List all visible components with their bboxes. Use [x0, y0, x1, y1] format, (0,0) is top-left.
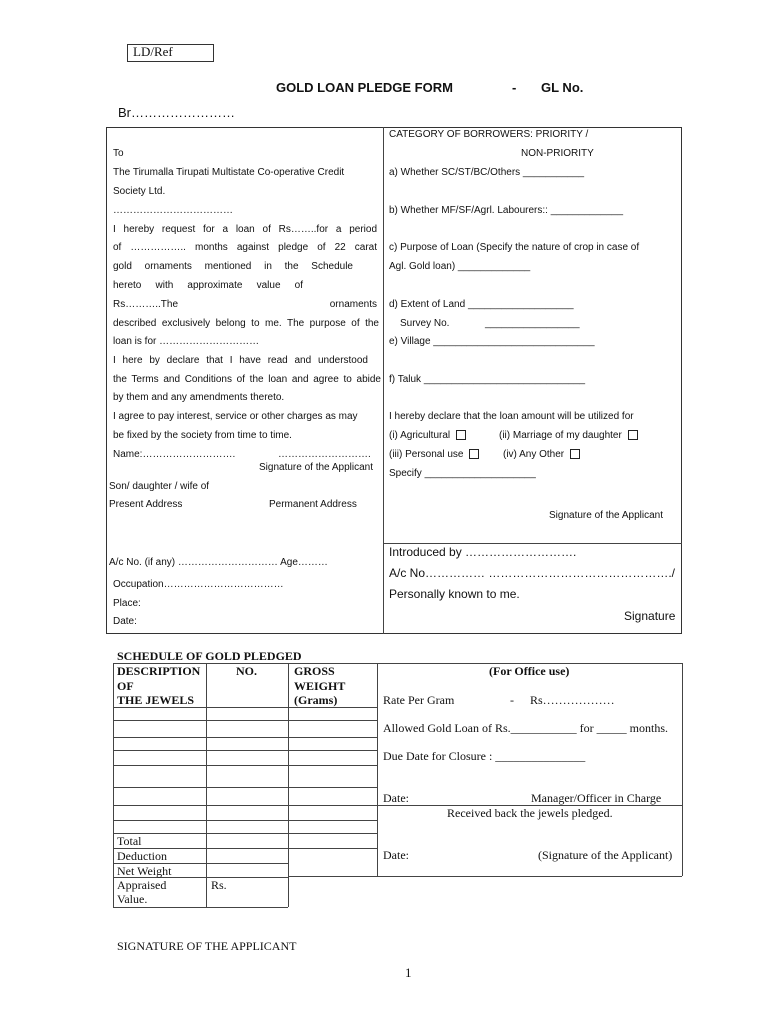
account-age-field[interactable]: A/c No. (if any) ………………………… Age……… — [109, 557, 328, 568]
row-line-3 — [113, 737, 377, 738]
deduction-label: Deduction — [117, 849, 167, 863]
interest-line: I agree to pay interest, service or other charges as may — [113, 411, 358, 422]
introducer-signature: Signature — [624, 609, 676, 623]
row-line-2 — [113, 720, 377, 721]
received-signature-label: (Signature of the Applicant) — [538, 848, 673, 862]
desc-header-1: DESCRIPTION — [117, 664, 201, 678]
no-header: NO. — [236, 664, 257, 678]
table-bottom-border — [113, 907, 288, 908]
caste-field[interactable]: a) Whether SC/ST/BC/Others ___________ — [389, 167, 585, 178]
row-line-12 — [288, 876, 682, 877]
land-extent-field[interactable]: d) Extent of Land ___________________ — [389, 299, 574, 310]
request-line-1: I hereby request for a loan of Rs……..for a period — [113, 224, 377, 235]
net-weight-label: Net Weight — [117, 864, 172, 878]
loan-purpose-label: c) Purpose of Loan (Specify the nature of crop in case of — [389, 242, 640, 253]
introducer-account-field[interactable]: A/c No…………… ………………………………………./ — [389, 566, 676, 580]
applicant-signature-left: Signature of the Applicant — [259, 462, 373, 473]
place-field[interactable]: Place: — [113, 598, 141, 609]
received-back-label: Received back the jewels pledged. — [447, 806, 613, 820]
desc-header-3: THE JEWELS — [117, 693, 195, 707]
known-statement: Personally known to me. — [389, 587, 520, 601]
gross-header-1: GROSS — [294, 664, 335, 678]
request-line-6: described exclusively belong to me. The purpose of the — [113, 318, 379, 329]
request-line-4: hereto with approximate value of — [113, 280, 303, 291]
request-line-2: of …………….. months against pledge of 22 carat — [113, 242, 377, 253]
category-heading-2: NON-PRIORITY — [521, 148, 594, 159]
occupation-field[interactable]: Occupation……………………………… — [113, 579, 284, 590]
desc-header-2: OF — [117, 679, 134, 693]
village-field[interactable]: e) Village _____________________________ — [389, 336, 595, 347]
received-date-field[interactable]: Date: — [383, 848, 409, 862]
table-left-border — [113, 663, 114, 907]
col-divider-2 — [288, 663, 289, 907]
farmer-type-field[interactable]: b) Whether MF/SF/Agrl. Labourers:: _____________ — [389, 205, 624, 216]
amendments-line: by them and any amendments thereto. — [113, 392, 285, 403]
branch-field[interactable]: Br…………………… — [118, 105, 235, 120]
survey-no-field[interactable]: _________________ — [485, 318, 580, 329]
option-other-label: (iv) Any Other — [503, 449, 565, 460]
option-personal[interactable] — [389, 449, 479, 460]
utilization-declaration: I hereby declare that the loan amount will be utilized for — [389, 411, 634, 422]
rate-label: Rate Per Gram — [383, 693, 455, 707]
due-date-field[interactable]: Due Date for Closure : _______________ — [383, 749, 586, 763]
appraised-label-1: Appraised — [117, 878, 167, 892]
form-title: GOLD LOAN PLEDGE FORM — [276, 80, 453, 95]
loan-purpose-field[interactable]: loan is for ………………………… — [113, 336, 260, 347]
personal-use-checkbox[interactable] — [469, 449, 479, 459]
name-field[interactable]: Name:………………………. — [113, 449, 236, 460]
declare-line-2: the Terms and Conditions of the loan and agree to abide — [113, 374, 381, 385]
office-date-field[interactable]: Date: — [383, 791, 409, 805]
date-field-left[interactable]: Date: — [113, 616, 137, 627]
schedule-title: SCHEDULE OF GOLD PLEDGED — [117, 649, 302, 663]
title-dash: - — [512, 80, 517, 95]
applicant-signature-right: Signature of the Applicant — [549, 510, 663, 521]
footer-signature: SIGNATURE OF THE APPLICANT — [117, 939, 297, 953]
table-right-border — [682, 663, 683, 876]
option-agricultural-label: (i) Agricultural — [389, 430, 451, 441]
fixed-line: be fixed by the society from time to time. — [113, 430, 292, 441]
introducer-divider — [383, 543, 682, 544]
option-personal-label: (iii) Personal use — [389, 449, 464, 460]
survey-no-label: Survey No. — [400, 318, 450, 329]
appraised-rs[interactable]: Rs. — [211, 878, 227, 892]
marriage-checkbox[interactable] — [628, 430, 638, 440]
row-line-9 — [113, 833, 377, 834]
to-label: To — [113, 148, 124, 159]
page-number: 1 — [405, 965, 412, 980]
agricultural-checkbox[interactable] — [456, 430, 466, 440]
ref-label: LD/Ref — [133, 44, 173, 59]
present-address-label: Present Address — [109, 499, 183, 510]
rate-dash: - — [510, 693, 514, 707]
rate-field[interactable]: Rs……………… — [530, 693, 615, 707]
category-heading-1: CATEGORY OF BORROWERS: PRIORITY / — [389, 129, 589, 140]
col-divider-3 — [377, 663, 378, 876]
option-marriage-label: (ii) Marriage of my daughter — [499, 430, 622, 441]
relation-label: Son/ daughter / wife of — [109, 481, 210, 492]
any-other-checkbox[interactable] — [570, 449, 580, 459]
gross-header-3: (Grams) — [294, 693, 338, 707]
row-line-6 — [113, 787, 377, 788]
request-line-5: Rs………..The ornaments — [113, 299, 377, 310]
taluk-field[interactable]: f) Taluk _____________________________ — [389, 374, 586, 385]
address-dots[interactable]: ……………………………… — [113, 205, 233, 216]
permanent-address-label: Permanent Address — [269, 499, 357, 510]
office-use-title: (For Office use) — [489, 664, 570, 678]
column-divider — [383, 127, 384, 634]
name-dots[interactable]: ………………………. — [278, 449, 371, 460]
row-line-5 — [113, 765, 377, 766]
society-name-2: Society Ltd. — [113, 186, 166, 197]
society-name-1: The Tirumalla Tirupati Multistate Co-operative Credit — [113, 167, 345, 178]
option-marriage[interactable] — [499, 430, 638, 441]
row-line-8 — [113, 820, 377, 821]
request-line-3: gold ornaments mentioned in the Schedule — [113, 261, 353, 272]
crop-field[interactable]: Agl. Gold loan) _____________ — [389, 261, 531, 272]
option-other[interactable] — [503, 449, 580, 460]
specify-field[interactable]: Specify ____________________ — [389, 468, 536, 479]
option-agricultural[interactable] — [389, 430, 466, 441]
col-divider-1 — [206, 663, 207, 907]
gl-no-label: GL No. — [541, 80, 584, 95]
declare-line-1: I here by declare that I have read and understood — [113, 355, 368, 366]
introduced-by-field[interactable]: Introduced by ………………………. — [389, 545, 577, 559]
manager-label: Manager/Officer in Charge — [531, 791, 662, 805]
appraised-label-2: Value. — [117, 892, 148, 906]
row-line-4 — [113, 750, 377, 751]
total-label: Total — [117, 834, 142, 848]
allowed-loan-field[interactable]: Allowed Gold Loan of Rs.___________ for _____ months. — [383, 721, 668, 735]
gross-header-2: WEIGHT — [294, 679, 346, 693]
